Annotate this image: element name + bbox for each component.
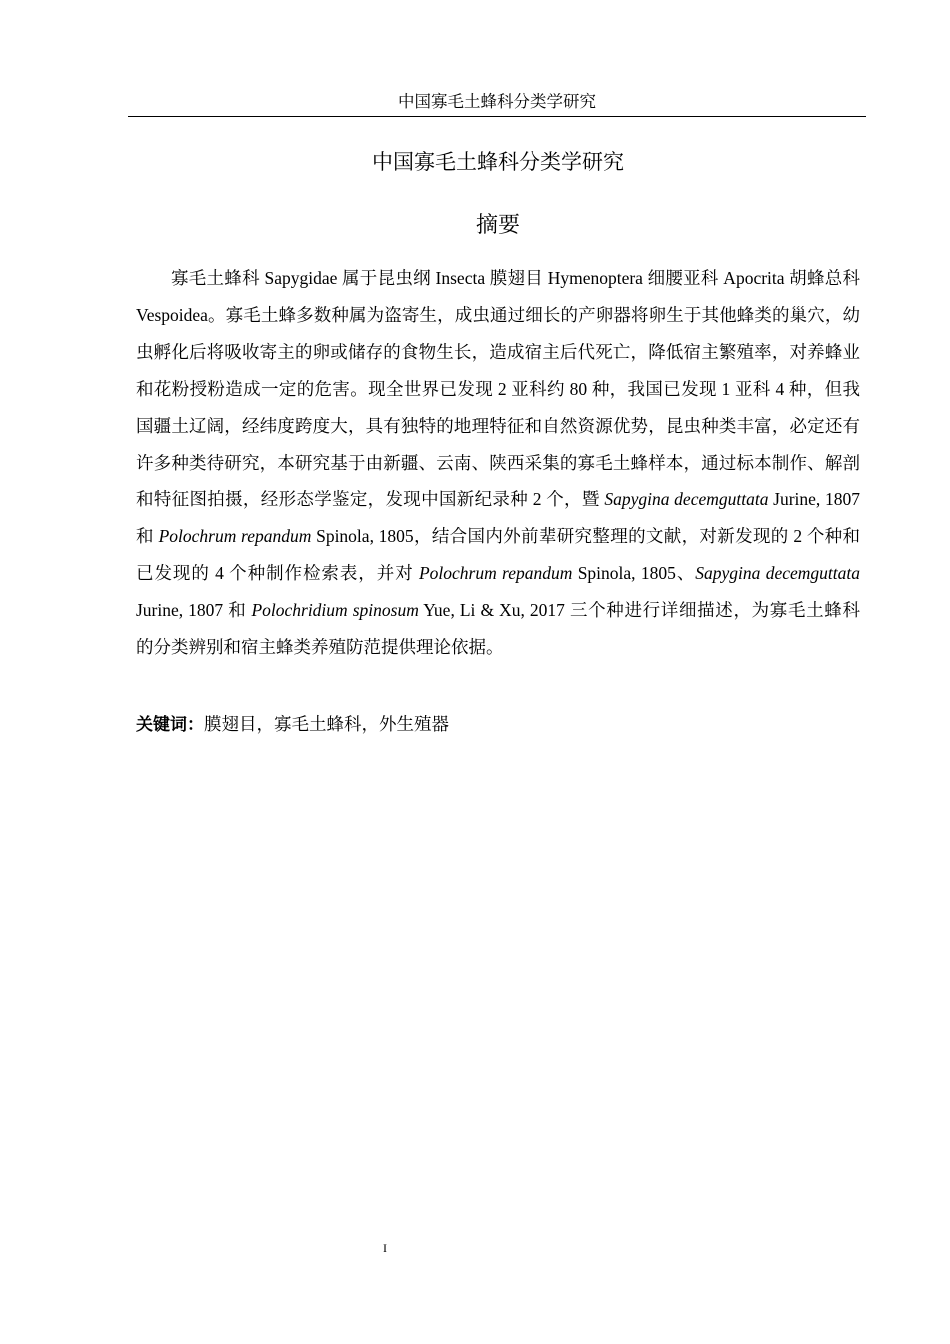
document-title: 中国寡毛土蜂科分类学研究 [372, 150, 624, 174]
abstract-text: Jurine, 1807 和 [136, 489, 861, 547]
species-name: Sapygina decemguttata [604, 489, 769, 510]
keywords-line [136, 708, 860, 741]
running-header [128, 88, 866, 117]
species-name: Sapygina decemguttata [695, 563, 860, 584]
abstract-text: 寡毛土蜂科 Sapygidae 属于昆虫纲 Insecta 膜翅目 Hymenoptera 细腰亚科 Apocrita 胡蜂总科 Vespoidea。寡毛土蜂多数种属为盗寄生，成虫通过细长的产卵器将卵生于其他蜂类的巢穴，幼虫孵化后将吸收寄主的卵或储存的食物生长，造成宿主后代死亡，降低宿主繁殖率，对养蜂业和花粉授粉造成一定的危害。现全世界已发现 2 亚科约 80 种，我国已发现 1 亚科 4 种，但我国疆土辽阔，经纬度跨度大，具有独特的地理特征和自然资源优势，昆虫种类丰富，必定还有许多种类待研究，本研究基于由新疆、云南、陕西采集的寡毛土蜂样本，通过标本制作、解剖和特征图拍摄，经形态学鉴定，发现中国新纪录种 2 个，暨 [136, 268, 860, 510]
abstract-text: Spinola, 1805、 [572, 563, 696, 584]
species-name: Polochridium spinosum [251, 600, 419, 621]
abstract-text: Spinola, 1805，结合国内外前辈研究整理的文献，对新发现的 2 个种和已发现的 4 个种制作检索表，并对 [136, 526, 860, 584]
species-name: Polochrum repandum [158, 526, 312, 547]
page-number: I [383, 1241, 387, 1255]
keywords-label: 关键词： [136, 715, 204, 735]
abstract-heading: 摘要 [475, 213, 520, 238]
keywords-list: 膜翅目，寡毛土蜂科，外生殖器 [204, 714, 449, 734]
species-name: Polochrum repandum [418, 563, 573, 584]
abstract-text: Yue, Li & Xu, 2017 三个种进行详细描述，为寡毛土蜂科的分类辨别和宿主蜂类养殖防范提供理论依据。 [136, 600, 860, 658]
running-header-title: 中国寡毛土蜂科分类学研究 [398, 92, 596, 111]
abstract-paragraph [136, 260, 860, 666]
abstract-text: Jurine, 1807 和 [136, 600, 252, 621]
